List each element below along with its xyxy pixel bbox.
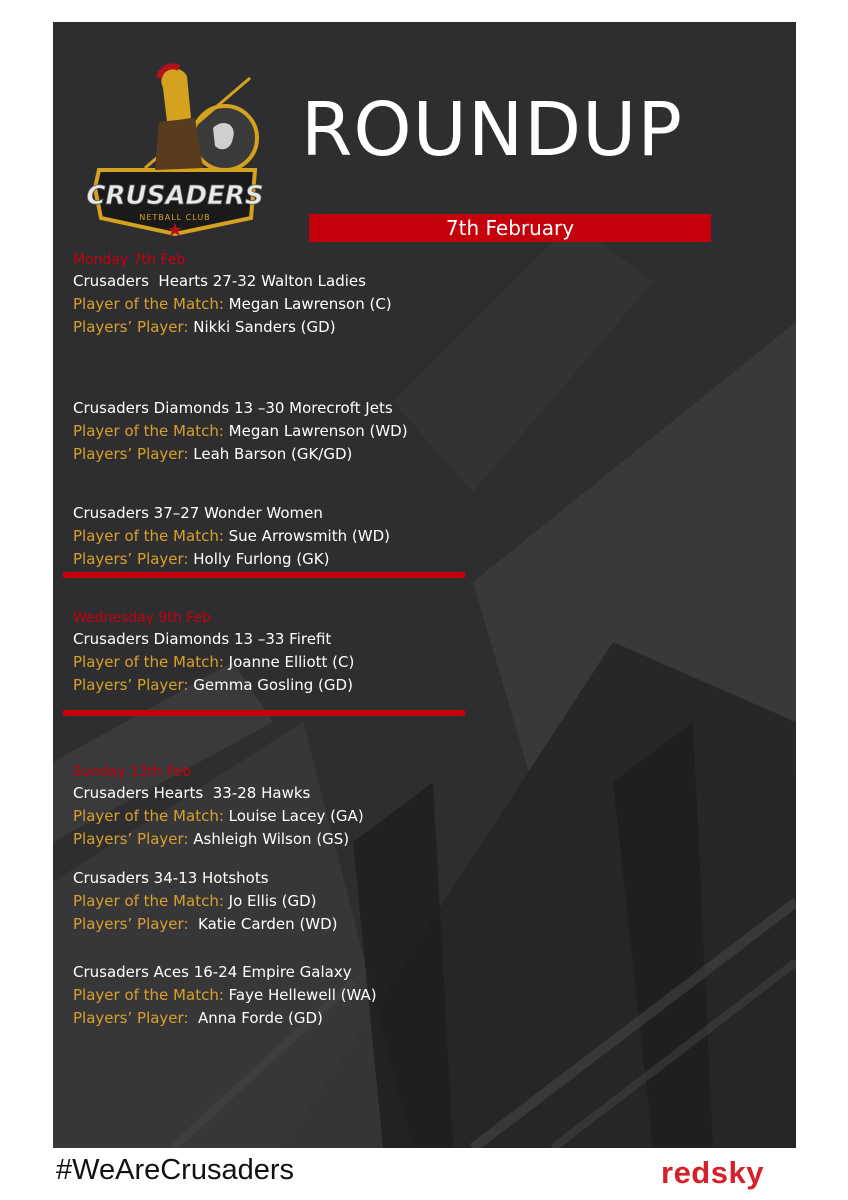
svg-text:CRUSADERS: CRUSADERS: [86, 181, 264, 211]
day-heading: Sunday 13th Feb: [73, 764, 192, 780]
day-heading: Monday 7th Feb: [73, 252, 186, 268]
svg-text:NETBALL CLUB: NETBALL CLUB: [139, 213, 211, 222]
potm-name: Louise Lacey (GA): [223, 807, 364, 825]
potm-label: Player of the Match:: [73, 807, 224, 825]
potm-label: Player of the Match:: [73, 986, 224, 1004]
day-section: [73, 762, 364, 851]
match-result: Crusaders Diamonds 13 –30 Morecroft Jets: [73, 399, 393, 417]
potm-label: Player of the Match:: [73, 295, 224, 313]
players-player-name: Nikki Sanders (GD): [188, 318, 336, 336]
match-result: Crusaders Hearts 33-28 Hawks: [73, 784, 311, 802]
day-section: [73, 608, 354, 697]
potm-name: Joanne Elliott (C): [223, 653, 355, 671]
players-player-name: Ashleigh Wilson (GS): [188, 830, 350, 848]
match-result: Crusaders Aces 16-24 Empire Galaxy: [73, 963, 352, 981]
day-section: [73, 250, 392, 339]
roundup-poster: [53, 22, 796, 1148]
match-result: Crusaders 34-13 Hotshots: [73, 869, 269, 887]
match-entry: [73, 867, 338, 936]
potm-label: Player of the Match:: [73, 527, 224, 545]
players-player-label: Players’ Player:: [73, 915, 189, 933]
players-player-label: Players’ Player:: [73, 445, 189, 463]
players-player-name: Anna Forde (GD): [188, 1009, 323, 1027]
players-player-name: Leah Barson (GK/GD): [188, 445, 353, 463]
hashtag: #WeAreCrusaders: [56, 1154, 295, 1186]
potm-name: Sue Arrowsmith (WD): [223, 527, 390, 545]
page-title: ROUNDUP: [301, 87, 683, 173]
match-result: Crusaders Diamonds 13 –33 Firefit: [73, 630, 332, 648]
players-player-label: Players’ Player:: [73, 318, 189, 336]
potm-label: Player of the Match:: [73, 653, 224, 671]
sponsor-logo: redsky: [661, 1155, 764, 1190]
match-result: Crusaders 37–27 Wonder Women: [73, 504, 323, 522]
section-divider: [63, 710, 465, 716]
match-result: Crusaders Hearts 27-32 Walton Ladies: [73, 272, 366, 290]
players-player-label: Players’ Player:: [73, 550, 189, 568]
match-entry: [73, 502, 390, 571]
potm-name: Faye Hellewell (WA): [223, 986, 377, 1004]
match-entry: [73, 961, 377, 1030]
players-player-label: Players’ Player:: [73, 1009, 189, 1027]
match-entry: [73, 270, 392, 339]
players-player-name: Gemma Gosling (GD): [188, 676, 353, 694]
players-player-name: Katie Carden (WD): [188, 915, 338, 933]
potm-name: Megan Lawrenson (WD): [223, 422, 408, 440]
section-divider: [63, 572, 465, 578]
date-banner: 7th February: [309, 214, 711, 242]
day-heading: Wednesday 9th Feb: [73, 610, 212, 626]
match-entry: [73, 397, 408, 466]
players-player-label: Players’ Player:: [73, 830, 189, 848]
players-player-name: Holly Furlong (GK): [188, 550, 330, 568]
potm-label: Player of the Match:: [73, 892, 224, 910]
potm-name: Jo Ellis (GD): [223, 892, 317, 910]
potm-name: Megan Lawrenson (C): [223, 295, 392, 313]
players-player-label: Players’ Player:: [73, 676, 189, 694]
crusaders-logo: [75, 58, 275, 258]
potm-label: Player of the Match:: [73, 422, 224, 440]
